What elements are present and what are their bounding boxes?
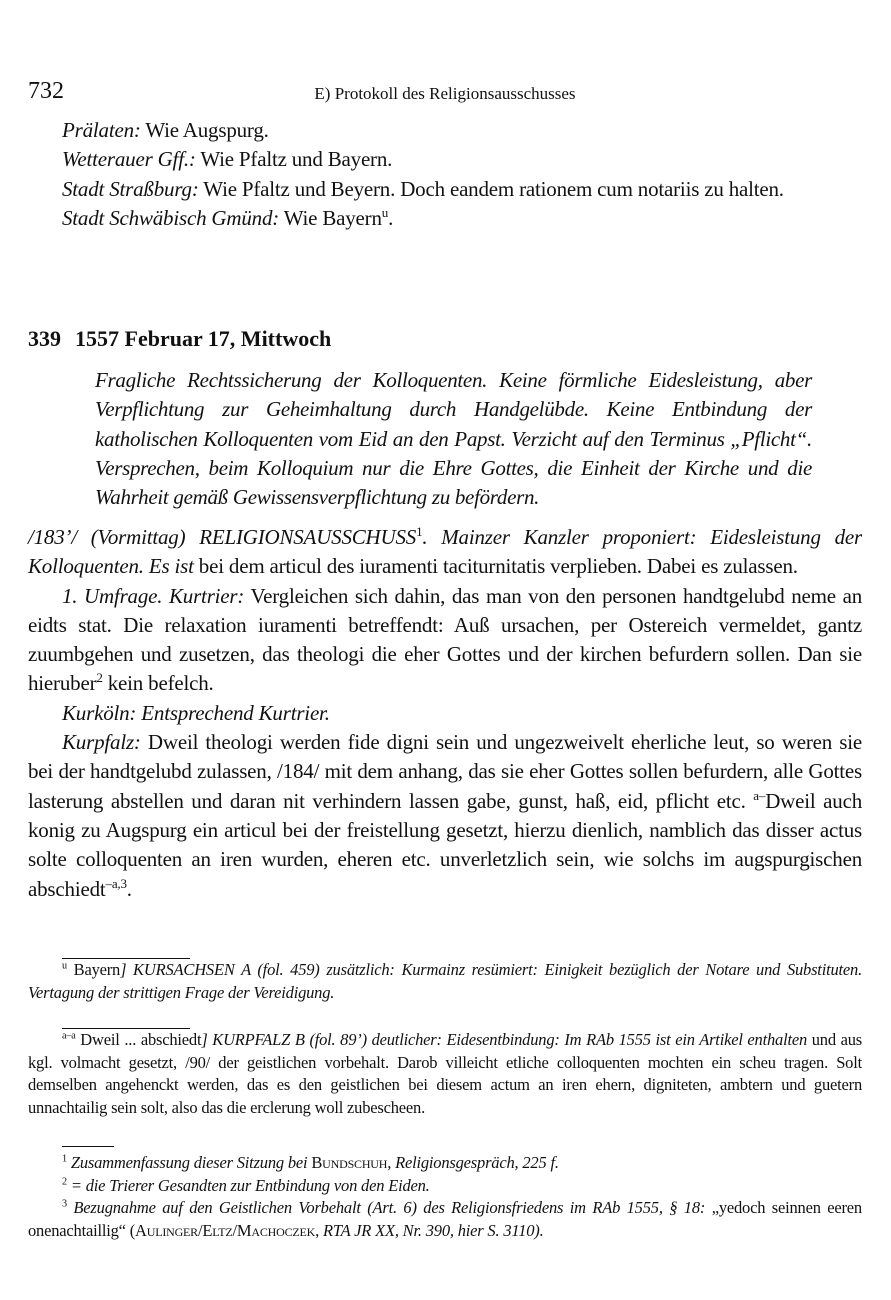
- note-marker: u: [62, 960, 67, 972]
- text-segment: .: [126, 876, 132, 901]
- text-segment: Aulinger/Eltz/Machoczek: [135, 1220, 316, 1240]
- text-segment: ] KURSACHSEN A (fol. 459) zusätzlich: Kurmainz resümiert: Einigkeit bezüglich der Notare und Substituten. Vertagung der strittigen Frage der Vereidigung.: [28, 960, 862, 1002]
- note-marker: u: [381, 204, 389, 220]
- text-segment: 1. Umfrage. Kurtrier:: [62, 583, 245, 608]
- footnote-rule: [62, 1146, 114, 1147]
- text-segment: .: [388, 205, 394, 230]
- intro-block: [28, 116, 862, 233]
- running-title: E) Protokoll des Religionsausschusses: [314, 84, 576, 103]
- text-segment: = die Trierer Gesandten zur Entbindung von den Eiden.: [66, 1175, 430, 1195]
- text-segment: RTA JR XX, Nr. 390, hier S. 3110).: [323, 1220, 544, 1240]
- text-segment: Wetterauer Gff.:: [62, 147, 196, 172]
- text-segment: „yedoch seinnen eeren onenachtaillig“ (: [28, 1198, 862, 1240]
- footnotes-a: [28, 1029, 862, 1119]
- main-text: [28, 523, 862, 904]
- text-segment: Stadt Schwäbisch Gmünd:: [62, 205, 280, 230]
- paragraph: [28, 728, 862, 904]
- paragraph: [28, 175, 862, 204]
- running-header: [28, 78, 862, 108]
- text-segment: ,: [315, 1220, 323, 1240]
- note-marker: –a,3: [105, 875, 127, 891]
- paragraph: [28, 523, 862, 582]
- page-number: 732: [28, 78, 64, 104]
- note-marker: 2: [62, 1176, 67, 1187]
- text-segment: Kurpfalz:: [62, 730, 141, 755]
- text-segment: und aus kgl. volmacht gesetzt, /90/ der geistlichen vorbehalt. Darob villeicht etliche colloquenten mochten ein scheu tragen. Solt demselben angehenckt werden, das es den geistlichen bei diesem actum an iren ehern, digniteten, ambtern und guetern unnachtailig sein solt, also das die erclerung woll zubescheen.: [28, 1030, 862, 1117]
- paragraph: [28, 1029, 862, 1119]
- paragraph: [28, 1197, 862, 1242]
- text-segment: Prälaten:: [62, 118, 141, 142]
- text-segment: . Mainzer Kanzler proponiert: Eidesleistung der Kolloquenten. Es ist: [28, 525, 862, 579]
- footnotes-numbered: [28, 1152, 862, 1242]
- note-marker: a–: [753, 787, 766, 803]
- text-segment: Bayern: [66, 960, 121, 979]
- note-marker: a–a: [62, 1030, 76, 1042]
- text-segment: Dweil ... abschiedt: [75, 1030, 202, 1049]
- paragraph: [28, 1152, 862, 1175]
- text-segment: ] KURPFALZ B (fol. 89’) deutlicher: Eidesentbindung: Im RAb 1555 ist ein Artikel enthalten: [201, 1030, 808, 1049]
- paragraph: [28, 204, 862, 233]
- note-marker: 2: [96, 670, 103, 686]
- paragraph: [28, 699, 862, 728]
- text-segment: kein befelch.: [102, 671, 214, 696]
- text-segment: Bundschuh: [311, 1153, 388, 1172]
- text-segment: bei dem articul des iuramenti taciturnitatis verplieben. Dabei es zulassen.: [193, 554, 798, 579]
- text-segment: Zusammenfassung dieser Sitzung bei: [66, 1153, 312, 1172]
- note-marker: 3: [62, 1198, 67, 1210]
- text-segment: Dweil theologi werden fide digni sein und ungezweivelt eherliche leut, so weren sie bei der handtgelubd zulassen, /184/ mit dem anhang, das sie eher Gottes sollen befurdern, alle Gottes lasterung abstellen und daran nit verhindern lassen gabe, gunst, haß, eid, pflicht etc.: [28, 730, 862, 813]
- footnotes-u: [28, 959, 862, 1004]
- paragraph: [28, 145, 862, 174]
- paragraph: [28, 582, 862, 699]
- text-segment: Dweil auch konig zu Augspurg ein articul bei der freistellung gesetzt, hierzu dienlich, namblich das disser actus solte colloquenten an iren wurden, eheren etc. unverletzlich sein, wie solchs im augspurgischen abschiedt: [28, 788, 862, 901]
- section-number: 339: [28, 326, 61, 351]
- note-marker: 1: [62, 1153, 67, 1165]
- text-segment: Vergleichen sich dahin, das man von den personen handtgelubd neme an eidts stat. Die relaxation iuramenti betreffendt: Auß ursachen, per Ostereich vermeldet, gantz zuumbgehen und zusetzen, das theologi die eher Gottes und der kirchen befurdern sollen. Dan sie hieruber: [28, 583, 862, 696]
- paragraph: [28, 1175, 862, 1198]
- text-segment: /183’/ (Vormittag) RELIGIONSAUSSCHUSS: [28, 525, 417, 549]
- text-segment: Bezugnahme auf den Geistlichen Vorbehalt (Art. 6) des Religionsfriedens im RAb 1555, § 18:: [66, 1198, 706, 1217]
- text-segment: Wie Bayern: [279, 205, 382, 230]
- text-segment: , Religionsgespräch, 225 f.: [387, 1153, 559, 1172]
- section-heading: [28, 326, 345, 352]
- text-segment: Wie Augspurg.: [140, 118, 269, 142]
- text-segment: Kurköln: Entsprechend Kurtrier.: [62, 700, 330, 725]
- section-date: 1557 Februar 17, Mittwoch: [75, 326, 332, 351]
- text-segment: Wie Pfaltz und Bayern.: [195, 147, 393, 172]
- paragraph: [28, 116, 862, 145]
- text-segment: Wie Pfaltz und Beyern. Doch eandem rationem cum notariis zu halten.: [198, 176, 784, 201]
- text-segment: Stadt Straßburg:: [62, 176, 199, 201]
- section-summary: Fragliche Rechtssicherung der Kolloquenten. Keine förmliche Eidesleistung, aber Verpflichtung zur Geheimhaltung durch Handgelübde. Keine Entbindung der katholischen Kolloquenten vom Eid an den Papst. Verzicht auf den Terminus „Pflicht“. Versprechen, beim Kolloquium nur die Ehre Gottes, die Einheit der Kirche und die Wahrheit gemäß Gewissensverpflichtung zu befördern.: [95, 368, 812, 510]
- paragraph: [28, 959, 862, 1004]
- note-marker: 1: [416, 524, 423, 539]
